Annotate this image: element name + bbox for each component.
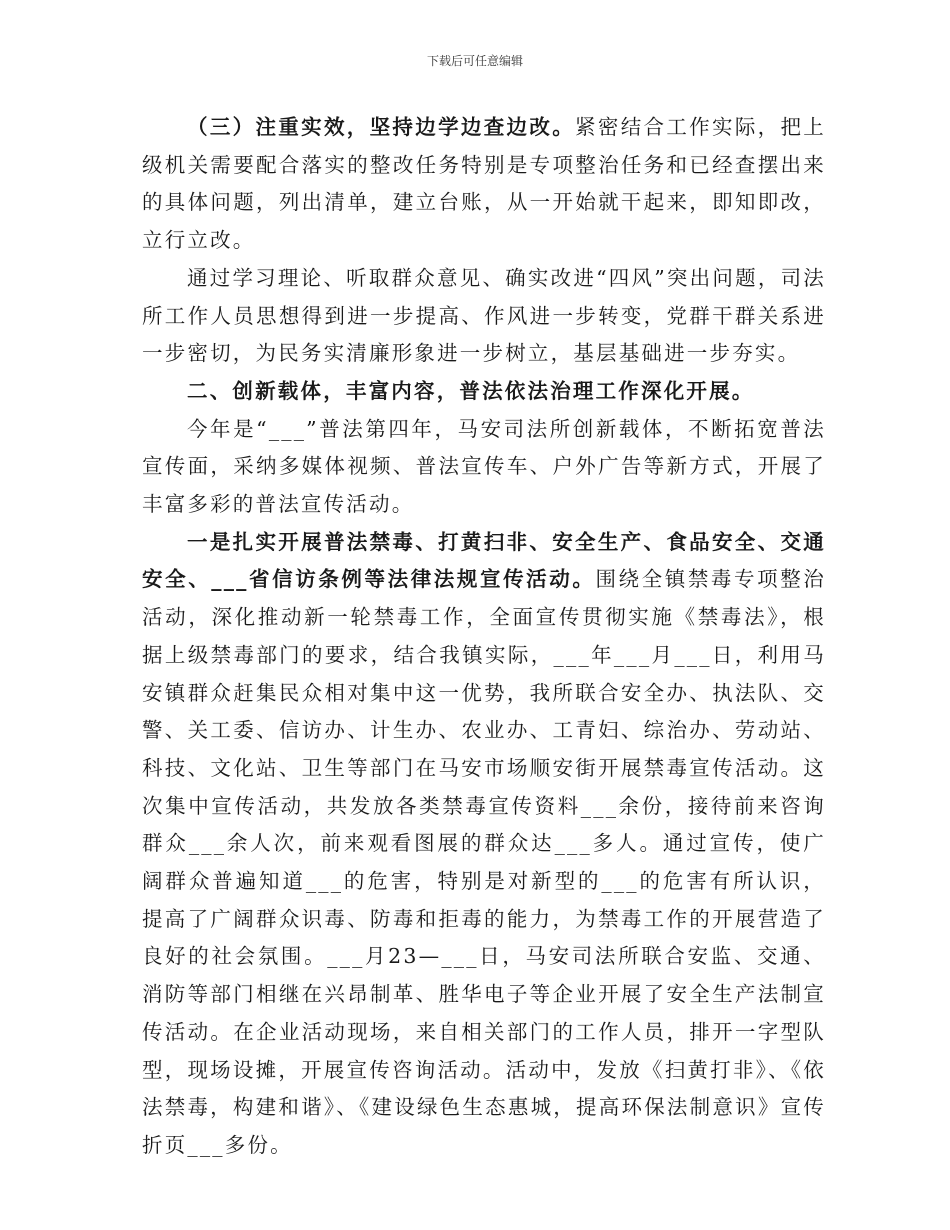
paragraph-2 <box>142 260 826 373</box>
paragraph-4 <box>142 524 826 1165</box>
section-heading <box>142 373 826 411</box>
section-heading-text: 二、创新载体，丰富内容，普法依法治理工作深化开展。 <box>187 378 755 403</box>
page-header: 下载后可任意编辑 <box>426 54 523 68</box>
document-body <box>142 109 826 1165</box>
paragraph-1 <box>142 109 826 260</box>
paragraph-3 <box>142 411 826 524</box>
paragraph-4-text: 围绕全镇禁毒专项整治活动，深化推动新一轮禁毒工作，全面宣传贯彻实施《禁毒法》，根据上级禁毒部门的要求，结合我镇实际，___年___月___日，利用马安镇群众赶集民众相对集中这一优势，我所联合安全办、执法队、交警、关工委、信访办、计生办、农业办、工青妇、综治办、劳动站、科技、文化站、卫生等部门在马安市场顺安街开展禁毒宣传活动。这次集中宣传活动，共发放各类禁毒宣传资料___余份，接待前来咨询群众___余人次，前来观看图展的群众达___多人。通过宣传，使广阔群众普遍知道___的危害，特别是对新型的___的危害有所认识，提高了广阔群众识毒、防毒和拒毒的能力，为禁毒工作的开展营造了良好的社会氛围。___月23—___日，马安司法所联合安监、交通、消防等部门相继在兴昂制革、胜华电子等企业开展了安全生产法制宣传活动。在企业活动现场，来自相关部门的工作人员，排开一字型队型，现场设摊，开展宣传咨询活动。活动中，发放《扫黄打非》、《依法禁毒，构建和谐》、《建设绿色生态惠城，提高环保法制意识》宣传折页___多份。 <box>142 567 827 1157</box>
paragraph-3-text: 今年是“___”普法第四年，马安司法所创新载体，不断拓宽普法宣传面，采纳多媒体视频、普法宣传车、户外广告等新方式，开展了丰富多彩的普法宣传活动。 <box>142 416 826 517</box>
paragraph-1-text: 紧密结合工作实际，把上级机关需要配合落实的整改任务特别是专项整治任务和已经查摆出来的具体问题，列出清单，建立台账，从一开始就干起来，即知即改，立行立改。 <box>142 115 827 253</box>
paragraph-4-heading: 一是扎实开展普法禁毒、打黄扫非、安全生产、食品安全、交通安全、___省信访条例等法律法规宣传活动。 <box>142 529 826 592</box>
paragraph-2-text: 通过学习理论、听取群众意见、确实改进“四风”突出问题，司法所工作人员思想得到进一步提高、作风进一步转变，党群干群关系进一步密切，为民务实清廉形象进一步树立，基层基础进一步夯实。 <box>142 265 826 366</box>
paragraph-1-heading: （三）注重实效，坚持边学边查边改。 <box>187 115 576 139</box>
